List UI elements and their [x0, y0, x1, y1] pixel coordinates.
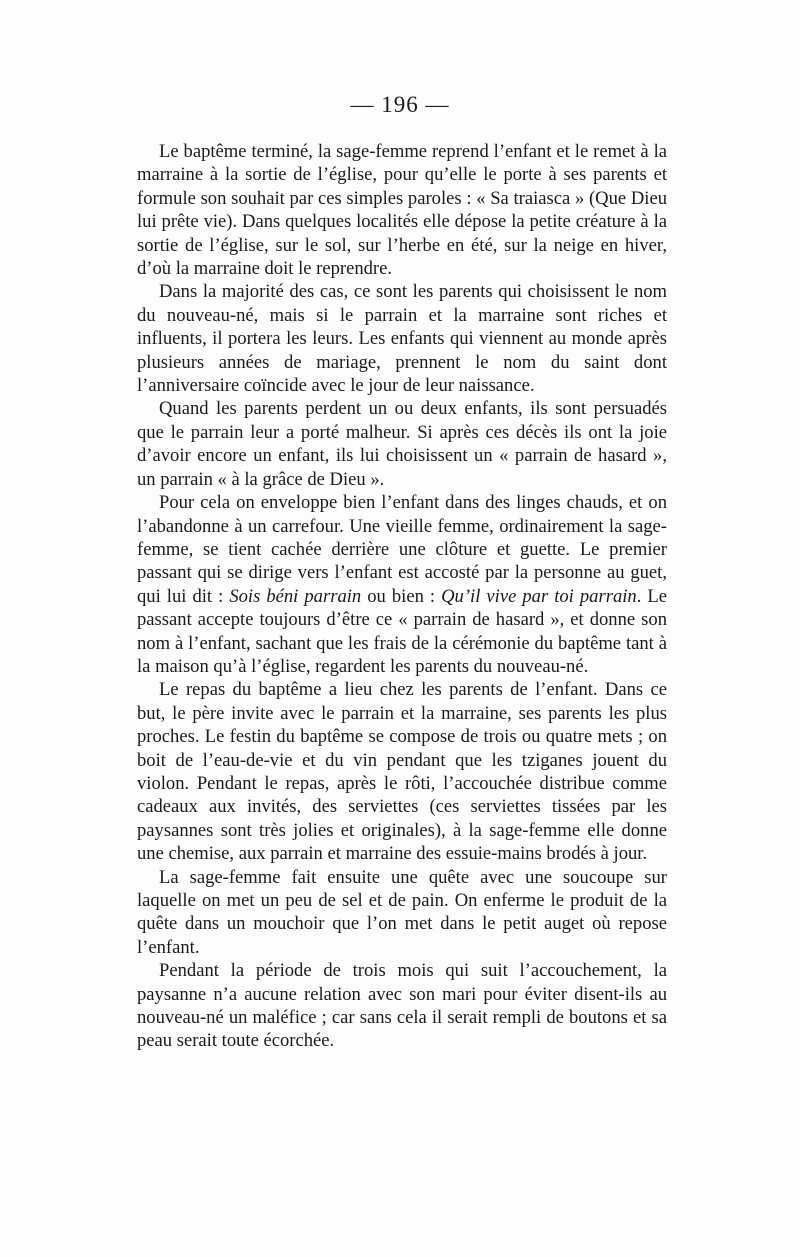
paragraph: Le repas du baptême a lieu chez les parents de l’enfant. Dans ce but, le père invite avec le parrain et la marraine, ses parents les plus proches. Le festin du baptême se compose de trois ou quatre mets ; on boit de l’eau-de-vie et du vin pendant que les tziganes jouent du violon. Pendant le repas, après le rôti, l’accouchée distribue comme cadeaux aux invités, des serviettes (ces serviettes tissées par les paysannes sont très jolies et originales), à la sage-femme elle donne une chemise, aux parrain et marraine des essuie-mains brodés à jour.: [137, 679, 667, 865]
paragraph: La sage-femme fait ensuite une quête avec une soucoupe sur laquelle on met un peu de sel et de pain. On enferme le produit de la quête dans un mouchoir que l’on met dans le petit auget où repose l’enfant.: [137, 866, 667, 958]
paragraph: Le baptême terminé, la sage-femme reprend l’enfant et le remet à la marraine à la sortie de l’église, pour qu’elle le porte à ses parents et formule son souhait par ces simples paroles : « Sa traiasca » (Que Dieu lui prête vie). Dans quelques localités elle dépose la petite créature à la sortie de l’église, sur le sol, sur l’herbe en été, sur la neige en hiver, d’où la marraine doit le reprendre.: [137, 141, 667, 280]
page-number: — 196 —: [350, 92, 450, 117]
italic-phrase: Qu’il vive par toi parrain: [441, 585, 637, 607]
italic-phrase: Sois béni parrain: [229, 585, 362, 607]
paragraph: [137, 491, 667, 678]
paragraph-text: ou bien :: [361, 585, 442, 607]
body-text: [137, 140, 667, 1053]
paragraph: Dans la majorité des cas, ce sont les parents qui choisissent le nom du nouveau-né, mais si le parrain et la marraine sont riches et influents, il portera les leurs. Les enfants qui viennent au monde après plusieurs années de mariage, prennent le nom du saint dont l’anniversaire coïncide avec le jour de leur naissance.: [137, 281, 667, 397]
paragraph-text: Pour cela on enveloppe bien l’enfant dans des linges chauds, et on l’abandonne à un carrefour. Une vieille femme, ordinairement la sage-femme, se tient cachée derrière une clôture et guette. Le premier passant qui se dirige vers l’enfant est accosté par la personne au guet, qui lui dit :: [137, 492, 667, 607]
paragraph: Quand les parents perdent un ou deux enfants, ils sont persuadés que le parrain leur a porté malheur. Si après ces décès ils ont la joie d’avoir encore un enfant, ils lui choisissent un « parrain de hasard », un parrain « à la grâce de Dieu ».: [137, 398, 667, 490]
paragraph-text: . Le passant accepte toujours d’être ce « parrain de hasard », et donne son nom à l’enfant, sachant que les frais de la cérémonie du baptême tant à la maison qu’à l’église, regardent les parents du nouveau-né.: [137, 585, 667, 677]
paragraph: Pendant la période de trois mois qui suit l’accouchement, la paysanne n’a aucune relation avec son mari pour éviter disent-ils au nouveau-né un maléfice ; car sans cela il serait rempli de boutons et sa peau serait toute écorchée.: [137, 960, 667, 1052]
